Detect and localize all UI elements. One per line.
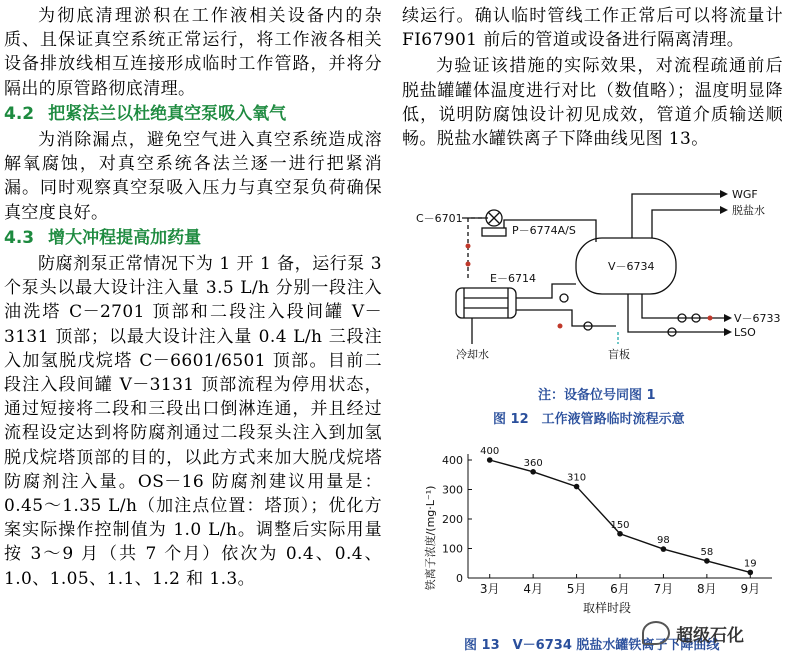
y-tick-label: 100 [442, 542, 463, 556]
paragraph-dosing: 防腐剂泵正常情况下为 1 开 1 备，运行泵 3 个泵头以最大设计注入量 3.5 L/h 分别一段注入油洗塔 C－2701 顶部和二段注入段间罐 V－3131 顶部；以最大设计注入量 0.4 L/h 三段注入加氢脱戊烷塔 C－6601/6501 顶部。目前二段注入段间罐 V－3131 顶部流程为停用状态，通过短接将二段和三段出口倒淋连通，并且经过流程设定达到将防腐剂通过二段泵头注入到加氢脱戊烷塔顶部的目的，以此方式来加大脱戊烷塔防腐剂注入量。OS－16 防腐剂建议用量是：0.45～1.35 L/h（加注点位置：塔顶）；优化方案实际操作控制值为 1.0 L/h。调整后实际用量按 3～9 月（共 7 个月）依次为 0.4、0.4、1.0、1.05、1.1、1.2 和 1.3。 [4, 254, 382, 589]
label-v6733: V－6733 [734, 312, 781, 325]
data-point [530, 469, 536, 475]
data-point [661, 546, 667, 552]
label-blind-plate: 盲板 [608, 348, 630, 361]
data-label: 360 [523, 457, 543, 469]
data-point [574, 484, 580, 490]
data-label: 150 [610, 519, 630, 531]
x-tick-label: 5月 [566, 582, 587, 596]
y-tick-label: 300 [442, 483, 463, 497]
x-tick-label: 7月 [653, 582, 674, 596]
x-axis-label: 取样时段 [582, 601, 632, 615]
data-label: 98 [657, 535, 670, 547]
figure12-note: 注：设备位号同图 1 [538, 388, 656, 403]
paragraph-flange: 为消除漏点，避免空气进入真空系统造成溶解氧腐蚀，对真空系统各法兰逐一进行把紧消漏。同时观察真空泵吸入压力与真空泵负荷确保真空度良好。 [4, 130, 382, 223]
paragraph-cleanup: 为彻底清理淤积在工作液相关设备内的杂质、且保证真空系统正常运行，将工作液各相关设备排放线相互连接形成临时工作管路，并将分隔出的原管路彻底清理。 [4, 6, 382, 99]
data-point [617, 531, 623, 537]
exchanger-e6714 [456, 288, 516, 318]
figure13-caption: 图 13 V－6734 脱盐水罐铁离子下降曲线 [464, 638, 720, 653]
figure12-diagram [412, 180, 782, 365]
x-tick-label: 9月 [740, 582, 761, 596]
section-number: 4.2 [4, 103, 35, 124]
bypass-line [516, 310, 616, 326]
section-heading-4-2 [4, 102, 382, 126]
valve-group [560, 294, 700, 336]
data-label: 19 [743, 558, 757, 570]
left-riser-line [468, 218, 482, 280]
label-v6734: V－6734 [608, 260, 655, 273]
wgf-line [632, 194, 720, 238]
section-number: 4.3 [4, 227, 35, 248]
figure13-chart [412, 446, 782, 620]
section-heading-4-3 [4, 226, 382, 250]
data-label: 310 [567, 472, 587, 484]
label-cooling-water: 冷却水 [456, 348, 489, 361]
figure12-caption: 图 12 工作液管路临时流程示意 [493, 412, 685, 427]
y-tick-label: 200 [442, 513, 463, 526]
label-desalted-water: 脱盐水 [732, 204, 765, 217]
data-point [747, 570, 753, 576]
watermark [642, 620, 744, 646]
left-column [4, 0, 382, 591]
label-lso: LSO [734, 326, 756, 339]
section-title: 把紧法兰以杜绝真空泵吸入氧气 [48, 103, 287, 124]
y-tick-label: 400 [442, 454, 463, 467]
wechat-icon [642, 621, 670, 645]
flow-arrows [720, 190, 732, 336]
paragraph-continue: 续运行。确认临时管线工作正常后可以将流量计 FI67901 前后的管道或设备进行隔离清理。 [402, 6, 783, 51]
watermark-text: 超级石化 [676, 625, 744, 646]
data-label: 58 [700, 546, 714, 558]
label-wgf: WGF [732, 188, 758, 201]
pump-base [482, 228, 506, 236]
y-tick-label: 0 [456, 572, 463, 585]
data-point [704, 558, 710, 564]
label-p6774: P－6774A/S [512, 224, 576, 237]
x-tick-label: 4月 [523, 582, 543, 596]
paragraph-verification: 为验证该措施的实际效果，对流程疏通前后脱盐罐罐体温度进行对比（数值略）；温度明显降低，说明防腐蚀设计初见成效，管道介质输送顺畅。脱盐水罐铁离子下降曲线见图 13。 [402, 56, 783, 150]
label-c6701: C－6701 [416, 212, 463, 225]
x-tick-label: 3月 [479, 582, 500, 596]
y-axis-label: 铁离子浓度/(mg·L⁻¹) [424, 485, 437, 591]
x-tick-label: 8月 [697, 582, 717, 596]
right-column [402, 0, 783, 151]
label-e6714: E－6714 [490, 272, 536, 285]
desalted-water-line [652, 210, 720, 238]
data-point [487, 457, 493, 463]
x-tick-label: 6月 [610, 582, 630, 596]
data-label: 400 [480, 446, 500, 457]
section-title: 增大冲程提高加药量 [48, 227, 202, 248]
